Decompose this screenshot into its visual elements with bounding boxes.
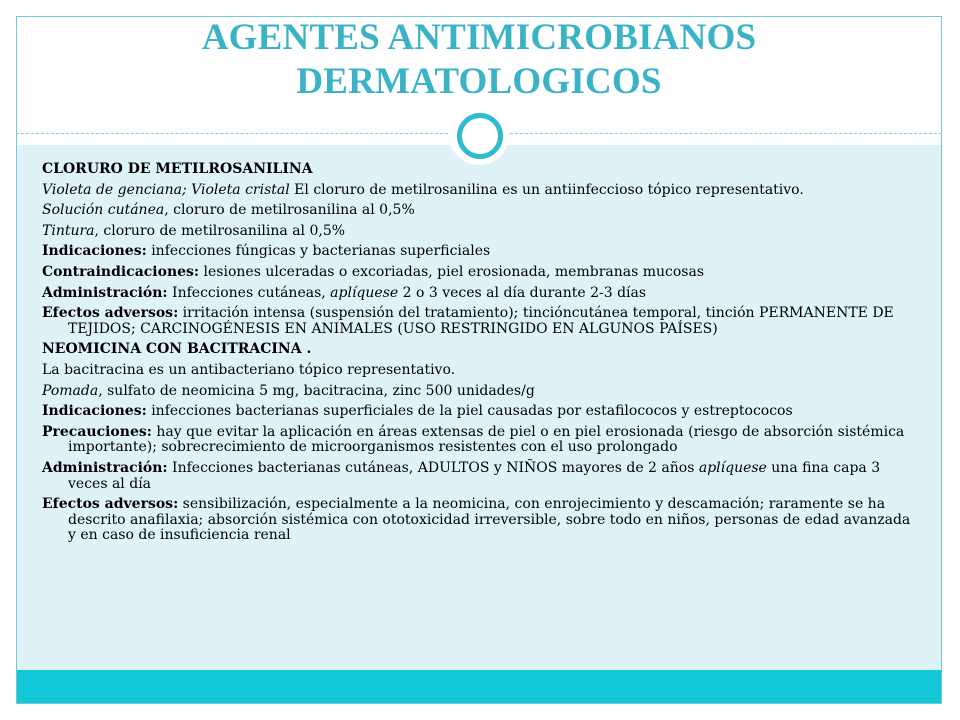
paragraph-text: lesiones ulceradas o excoriadas, piel erosionada, membranas mucosas	[199, 263, 705, 280]
section-heading-metilrosanilina: CLORURO DE METILROSANILINA	[42, 161, 313, 177]
paragraph-text: irritación intensa (suspensión del tratamiento); tincióncutánea temporal, tinción PERMANENTE DE TEJIDOS; CARCINOGÉNESIS EN ANIMALES (USO RESTRINGIDO EN ALGUNOS PAÍSES)	[68, 305, 894, 337]
paragraph-text: infecciones fúngicas y bacterianas superficiales	[146, 243, 491, 260]
paragraph-text: , sulfato de neomicina 5 mg, bacitracina, zinc 500 unidades/g	[98, 382, 535, 399]
paragraph-text: , cloruro de metilrosanilina al 0,5%	[164, 202, 415, 219]
field-label: Administración:	[42, 284, 168, 301]
field-label: Contraindicaciones:	[42, 263, 200, 280]
paragraph-text: , cloruro de metilrosanilina al 0,5%	[94, 222, 346, 239]
italic-term: Tintura	[42, 222, 95, 239]
field-label: Administración:	[42, 459, 168, 476]
paragraph-text: Infecciones cutáneas,	[167, 284, 331, 301]
field-label: Efectos adversos:	[42, 496, 179, 513]
paragraph-bacitracina: La bacitracina es un antibacteriano tópico representativo.	[42, 361, 456, 378]
italic-term: aplíquese	[698, 459, 767, 476]
paragraph-tintura	[42, 224, 922, 240]
paragraph-solucion	[42, 203, 922, 219]
paragraph-text: 2 o 3 veces al día durante 2-3 días	[398, 284, 647, 301]
paragraph-contraindicaciones	[42, 265, 922, 281]
paragraph-administracion-2	[42, 461, 922, 492]
section-heading-neomicina: NEOMICINA CON BACITRACINA .	[42, 341, 312, 358]
title-line-1: AGENTES ANTIMICROBIANOS	[201, 17, 757, 58]
paragraph-efectos-2	[42, 497, 922, 544]
paragraph-administracion-1	[42, 286, 922, 302]
field-label: Indicaciones:	[42, 243, 147, 260]
field-label: Efectos adversos:	[42, 305, 179, 322]
slide-body	[42, 162, 922, 549]
paragraph-indicaciones-2	[42, 404, 922, 420]
italic-term: Violeta de genciana; Violeta cristal	[42, 181, 290, 198]
paragraph-indicaciones-1	[42, 244, 922, 260]
italic-term: aplíquese	[330, 284, 399, 301]
paragraph-text: una fina capa 3 veces al día	[68, 459, 881, 492]
circle-ornament-icon	[457, 113, 503, 159]
italic-term: Pomada	[42, 382, 99, 399]
paragraph-precauciones	[42, 425, 922, 456]
field-label: Indicaciones:	[42, 403, 147, 420]
paragraph-text: infecciones bacterianas superficiales de la piel causadas por estafilococos y estreptococos	[146, 403, 793, 420]
paragraph-text: El cloruro de metilrosanilina es un antiinfeccioso tópico representativo.	[289, 181, 804, 198]
paragraph-pomada	[42, 384, 922, 400]
paragraph-violeta	[42, 183, 922, 199]
italic-term: Solución cutánea	[42, 202, 165, 219]
slide-title	[16, 16, 942, 104]
paragraph-efectos-1	[42, 306, 922, 337]
paragraph-text: Infecciones bacterianas cutáneas, ADULTOS y NIÑOS mayores de 2 años	[167, 459, 699, 476]
paragraph-text: hay que evitar la aplicación en áreas extensas de piel o en piel erosionada (riesgo de absorción sistémica importante); sobrecrecimiento de microorganismos resistentes con el uso prolongado	[68, 423, 905, 456]
bottom-accent-bar	[17, 670, 941, 703]
title-line-2: DERMATOLOGICOS	[296, 61, 662, 102]
paragraph-text: sensibilización, especialmente a la neomicina, con enrojecimiento y descamación; raramente se ha descrito anafilaxia; absorción sistémica con ototoxicidad irreversible, sobre todo en niños, personas de edad avanzada y en caso de insuficiencia renal	[68, 496, 911, 544]
field-label: Precauciones:	[42, 423, 152, 440]
